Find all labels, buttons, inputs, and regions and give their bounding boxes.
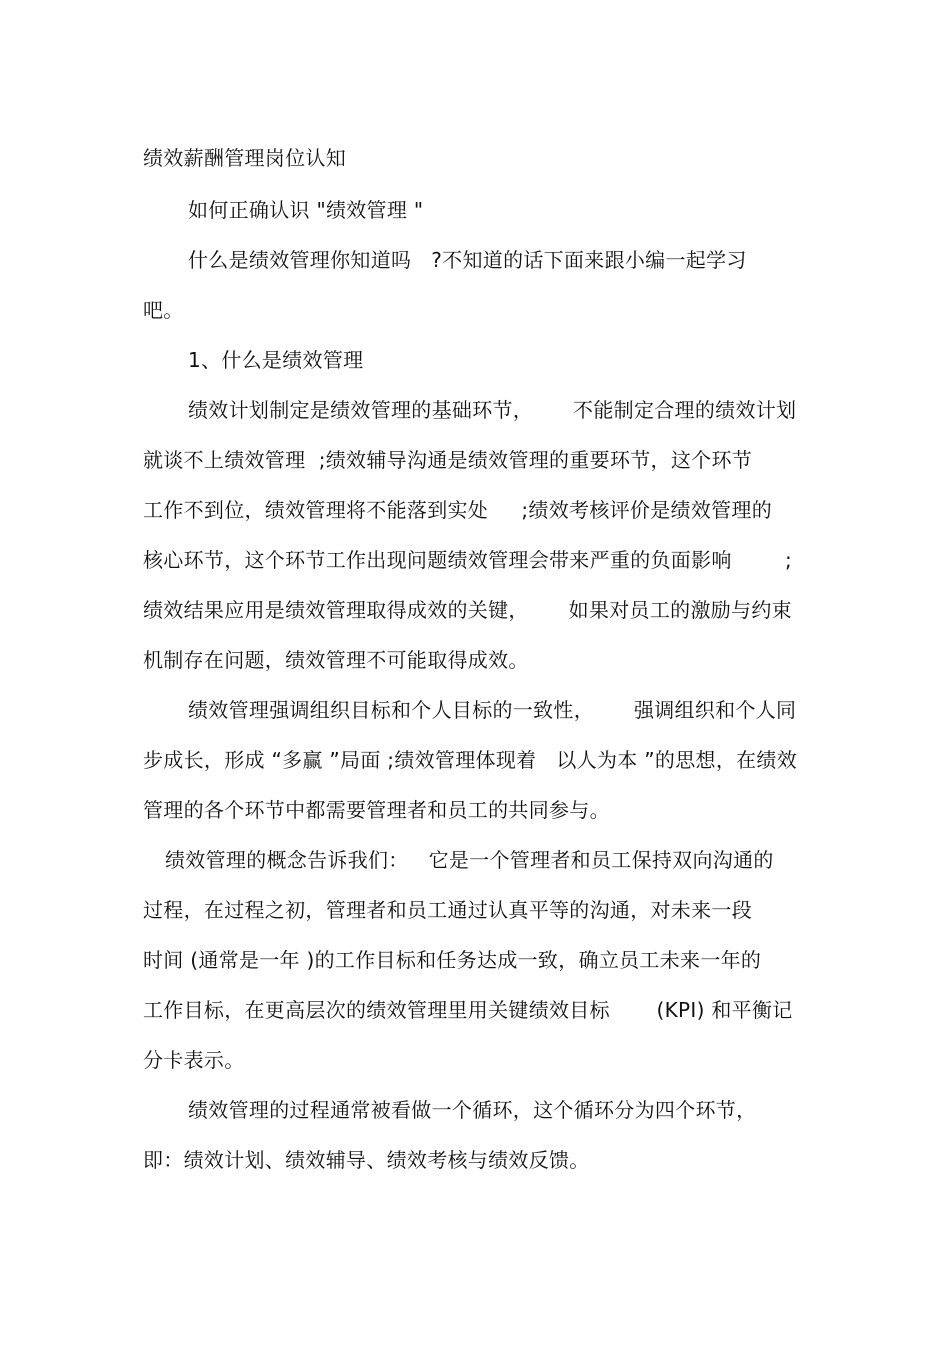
paragraph-line: 时间 (通常是一年 )的工作目标和任务达成一致，确立员工未来一年的 <box>143 948 762 972</box>
paragraph-line: 绩效管理强调组织目标和个人目标的一致性， 强调组织和个人同 <box>188 698 797 722</box>
paragraph-line: 步成长，形成 “多赢 ”局面 ;绩效管理体现着 以人为本 ”的思想，在绩效 <box>143 748 798 772</box>
paragraph-line: 机制存在问题，绩效管理不可能取得成效。 <box>143 648 529 672</box>
paragraph-line: 就谈不上绩效管理 ;绩效辅导沟通是绩效管理的重要环节，这个环节 <box>143 448 753 472</box>
intro-line: 吧。 <box>143 298 184 322</box>
paragraph-line: 分卡表示。 <box>143 1048 245 1072</box>
paragraph-line: 绩效管理的过程通常被看做一个循环，这个循环分为四个环节， <box>188 1098 757 1122</box>
section-heading: 1、什么是绩效管理 <box>188 348 364 372</box>
paragraph-line: 绩效计划制定是绩效管理的基础环节， 不能制定合理的绩效计划 <box>188 398 797 422</box>
paragraph-line: 工作不到位，绩效管理将不能落到实处 ;绩效考核评价是绩效管理的 <box>143 498 773 522</box>
paragraph-line: 管理的各个环节中都需要管理者和员工的共同参与。 <box>143 798 610 822</box>
paragraph-line: 绩效结果应用是绩效管理取得成效的关键， 如果对员工的激励与约束 <box>143 598 792 622</box>
paragraph-line: 核心环节，这个环节工作出现问题绩效管理会带来严重的负面影响 ; <box>143 548 792 572</box>
paragraph-line: 绩效管理的概念告诉我们： 它是一个管理者和员工保持双向沟通的 <box>165 848 774 872</box>
intro-line: 什么是绩效管理你知道吗 ?不知道的话下面来跟小编一起学习 <box>188 248 747 272</box>
paragraph-line: 过程，在过程之初，管理者和员工通过认真平等的沟通，对未来一段 <box>143 898 752 922</box>
paragraph-line: 工作目标，在更高层次的绩效管理里用关键绩效目标 (KPI) 和平衡记 <box>143 998 793 1022</box>
paragraph-line: 即：绩效计划、绩效辅导、绩效考核与绩效反馈。 <box>143 1148 590 1172</box>
document-title: 绩效薪酬管理岗位认知 <box>143 146 346 170</box>
subtitle: 如何正确认识 "绩效管理 " <box>188 198 424 222</box>
